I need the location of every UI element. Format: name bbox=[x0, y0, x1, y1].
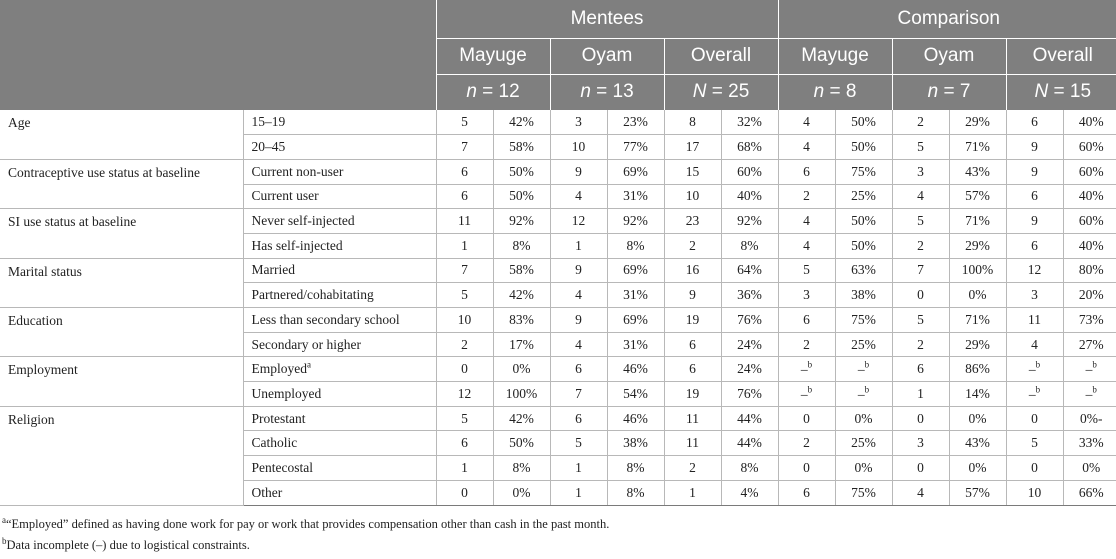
percent-cell: 38% bbox=[835, 283, 892, 308]
count-cell: 10 bbox=[550, 135, 607, 160]
percent-cell: 0% bbox=[949, 283, 1006, 308]
count-cell: 5 bbox=[1006, 431, 1063, 456]
count-cell: 0 bbox=[778, 406, 835, 431]
percent-cell: 75% bbox=[835, 159, 892, 184]
percent-cell: 31% bbox=[607, 184, 664, 209]
percent-cell: 44% bbox=[721, 431, 778, 456]
percent-cell: 29% bbox=[949, 233, 1006, 258]
count-cell: 6 bbox=[1006, 184, 1063, 209]
count-cell: _$^b$ bbox=[1006, 357, 1063, 382]
percent-cell: 40% bbox=[1063, 110, 1116, 135]
category-label: Employment bbox=[0, 357, 243, 406]
count-cell: 2 bbox=[892, 233, 949, 258]
percent-cell: 42% bbox=[493, 110, 550, 135]
count-cell: 4 bbox=[778, 135, 835, 160]
percent-cell: 66% bbox=[1063, 480, 1116, 505]
count-cell: 19 bbox=[664, 382, 721, 407]
count-cell: 0 bbox=[1006, 406, 1063, 431]
percent-cell: 23% bbox=[607, 110, 664, 135]
subcategory-label: Current user bbox=[243, 184, 436, 209]
count-cell: 4 bbox=[892, 184, 949, 209]
count-cell: 4 bbox=[550, 184, 607, 209]
subcategory-label: Employed$^a$ bbox=[243, 357, 436, 382]
category-label: Marital status bbox=[0, 258, 243, 307]
count-cell: 9 bbox=[1006, 209, 1063, 234]
percent-cell: 77% bbox=[607, 135, 664, 160]
subcategory-label: Protestant bbox=[243, 406, 436, 431]
percent-cell: 64% bbox=[721, 258, 778, 283]
percent-cell: 0% bbox=[835, 456, 892, 481]
count-cell: 6 bbox=[436, 159, 493, 184]
count-cell: 0 bbox=[892, 456, 949, 481]
subcategory-label: Other bbox=[243, 480, 436, 505]
percent-cell: 76% bbox=[721, 308, 778, 333]
percent-cell: 50% bbox=[835, 135, 892, 160]
count-cell: 1 bbox=[550, 233, 607, 258]
percent-cell: 46% bbox=[607, 357, 664, 382]
count-cell: 1 bbox=[550, 480, 607, 505]
percent-cell: 20% bbox=[1063, 283, 1116, 308]
table-row bbox=[0, 258, 1116, 283]
percent-cell: 54% bbox=[607, 382, 664, 407]
subcategory-label: Secondary or higher bbox=[243, 332, 436, 357]
percent-cell: 92% bbox=[493, 209, 550, 234]
percent-cell: 50% bbox=[493, 431, 550, 456]
percent-cell: 46% bbox=[607, 406, 664, 431]
count-cell: 5 bbox=[436, 406, 493, 431]
percent-cell: 27% bbox=[1063, 332, 1116, 357]
count-cell: 16 bbox=[664, 258, 721, 283]
count-cell: 2 bbox=[436, 332, 493, 357]
sample-size-header: n = 7 bbox=[892, 74, 1006, 110]
count-cell: _$^b$ bbox=[1006, 382, 1063, 407]
percent-cell: 69% bbox=[607, 258, 664, 283]
percent-cell: 14% bbox=[949, 382, 1006, 407]
count-cell: 5 bbox=[892, 135, 949, 160]
percent-cell: 71% bbox=[949, 135, 1006, 160]
count-cell: 5 bbox=[892, 308, 949, 333]
percent-cell: 43% bbox=[949, 431, 1006, 456]
count-cell: 2 bbox=[778, 332, 835, 357]
subcategory-label: 20–45 bbox=[243, 135, 436, 160]
count-cell: 5 bbox=[550, 431, 607, 456]
count-cell: 6 bbox=[550, 406, 607, 431]
count-cell: 5 bbox=[778, 258, 835, 283]
count-cell: 3 bbox=[1006, 283, 1063, 308]
percent-cell: 29% bbox=[949, 110, 1006, 135]
percent-cell: 42% bbox=[493, 283, 550, 308]
percent-cell: 0% bbox=[493, 357, 550, 382]
percent-cell: 63% bbox=[835, 258, 892, 283]
percent-cell: 83% bbox=[493, 308, 550, 333]
count-cell: 0 bbox=[436, 357, 493, 382]
percent-cell: 29% bbox=[949, 332, 1006, 357]
count-cell: 9 bbox=[550, 308, 607, 333]
count-cell: 6 bbox=[1006, 233, 1063, 258]
percent-cell: 32% bbox=[721, 110, 778, 135]
count-cell: 7 bbox=[892, 258, 949, 283]
percent-cell: 92% bbox=[607, 209, 664, 234]
count-cell: 4 bbox=[778, 110, 835, 135]
table-row bbox=[0, 209, 1116, 234]
percent-cell: 58% bbox=[493, 258, 550, 283]
percent-cell: 8% bbox=[493, 456, 550, 481]
count-cell: 10 bbox=[436, 308, 493, 333]
count-cell: 10 bbox=[1006, 480, 1063, 505]
percent-cell: 8% bbox=[493, 233, 550, 258]
percent-cell: 100% bbox=[493, 382, 550, 407]
percent-cell: 73% bbox=[1063, 308, 1116, 333]
sample-size-header: n = 12 bbox=[436, 74, 550, 110]
percent-cell: 40% bbox=[1063, 233, 1116, 258]
table-row bbox=[0, 110, 1116, 135]
percent-cell: 76% bbox=[721, 382, 778, 407]
subcategory-label: Unemployed bbox=[243, 382, 436, 407]
count-cell: 5 bbox=[892, 209, 949, 234]
category-label: Religion bbox=[0, 406, 243, 505]
percent-cell: 50% bbox=[493, 159, 550, 184]
percent-cell: 50% bbox=[835, 233, 892, 258]
count-cell: 12 bbox=[550, 209, 607, 234]
count-cell: 0 bbox=[778, 456, 835, 481]
percent-cell: 58% bbox=[493, 135, 550, 160]
count-cell: 0 bbox=[436, 480, 493, 505]
percent-cell: 68% bbox=[721, 135, 778, 160]
count-cell: 2 bbox=[778, 184, 835, 209]
percent-cell: 60% bbox=[721, 159, 778, 184]
subcategory-label: Less than secondary school bbox=[243, 308, 436, 333]
count-cell: 6 bbox=[778, 480, 835, 505]
count-cell: 3 bbox=[778, 283, 835, 308]
category-label: Education bbox=[0, 308, 243, 357]
count-cell: 6 bbox=[550, 357, 607, 382]
percent-cell: 44% bbox=[721, 406, 778, 431]
count-cell: 0 bbox=[892, 283, 949, 308]
table-row bbox=[0, 357, 1116, 382]
count-cell: 11 bbox=[664, 406, 721, 431]
count-cell: 6 bbox=[436, 184, 493, 209]
percent-cell: 40% bbox=[721, 184, 778, 209]
percent-cell: 25% bbox=[835, 431, 892, 456]
group-header-mentees: Mentees bbox=[436, 0, 778, 38]
count-cell: 4 bbox=[778, 209, 835, 234]
percent-cell: 24% bbox=[721, 332, 778, 357]
percent-cell: 57% bbox=[949, 184, 1006, 209]
percent-cell: 0% bbox=[949, 456, 1006, 481]
percent-cell: 50% bbox=[835, 110, 892, 135]
subcategory-label: Married bbox=[243, 258, 436, 283]
percent-cell: 8% bbox=[607, 480, 664, 505]
percent-cell: 24% bbox=[721, 357, 778, 382]
percent-cell: 60% bbox=[1063, 209, 1116, 234]
count-cell: 10 bbox=[664, 184, 721, 209]
percent-cell: 40% bbox=[1063, 184, 1116, 209]
percent-cell: 80% bbox=[1063, 258, 1116, 283]
percent-cell: _$^b$ bbox=[1063, 357, 1116, 382]
count-cell: 2 bbox=[664, 233, 721, 258]
count-cell: 9 bbox=[550, 159, 607, 184]
count-cell: 6 bbox=[1006, 110, 1063, 135]
sample-size-header: n = 13 bbox=[550, 74, 664, 110]
count-cell: 6 bbox=[664, 332, 721, 357]
percent-cell: 71% bbox=[949, 209, 1006, 234]
count-cell: 1 bbox=[664, 480, 721, 505]
count-cell: 5 bbox=[436, 283, 493, 308]
percent-cell: 36% bbox=[721, 283, 778, 308]
percent-cell: 57% bbox=[949, 480, 1006, 505]
count-cell: 17 bbox=[664, 135, 721, 160]
count-cell: 3 bbox=[892, 431, 949, 456]
percent-cell: 0%- bbox=[1063, 406, 1116, 431]
count-cell: 0 bbox=[1006, 456, 1063, 481]
percent-cell: 60% bbox=[1063, 135, 1116, 160]
percent-cell: 25% bbox=[835, 332, 892, 357]
count-cell: 1 bbox=[550, 456, 607, 481]
site-header: Oyam bbox=[892, 38, 1006, 74]
table-row bbox=[0, 308, 1116, 333]
percent-cell: 100% bbox=[949, 258, 1006, 283]
percent-cell: 92% bbox=[721, 209, 778, 234]
subcategory-label: Has self-injected bbox=[243, 233, 436, 258]
count-cell: 1 bbox=[436, 233, 493, 258]
count-cell: 6 bbox=[664, 357, 721, 382]
count-cell: 9 bbox=[664, 283, 721, 308]
count-cell: 19 bbox=[664, 308, 721, 333]
percent-cell: 0% bbox=[493, 480, 550, 505]
percent-cell: 31% bbox=[607, 332, 664, 357]
count-cell: 2 bbox=[778, 431, 835, 456]
percent-cell: 8% bbox=[721, 456, 778, 481]
category-label: Age bbox=[0, 110, 243, 159]
count-cell: 5 bbox=[436, 110, 493, 135]
count-cell: 9 bbox=[1006, 159, 1063, 184]
count-cell: 6 bbox=[436, 431, 493, 456]
subcategory-label: 15–19 bbox=[243, 110, 436, 135]
percent-cell: 71% bbox=[949, 308, 1006, 333]
count-cell: 2 bbox=[892, 332, 949, 357]
count-cell: 4 bbox=[778, 233, 835, 258]
count-cell: 3 bbox=[550, 110, 607, 135]
header-blank-cell bbox=[0, 0, 436, 110]
percent-cell: 86% bbox=[949, 357, 1006, 382]
table-row bbox=[0, 159, 1116, 184]
subcategory-label: Current non-user bbox=[243, 159, 436, 184]
count-cell: 11 bbox=[1006, 308, 1063, 333]
percent-cell: 8% bbox=[607, 456, 664, 481]
subcategory-label: Never self-injected bbox=[243, 209, 436, 234]
count-cell: 12 bbox=[436, 382, 493, 407]
count-cell: 7 bbox=[436, 258, 493, 283]
percent-cell: 0% bbox=[835, 406, 892, 431]
percent-cell: 8% bbox=[721, 233, 778, 258]
category-label: SI use status at baseline bbox=[0, 209, 243, 258]
percent-cell: 38% bbox=[607, 431, 664, 456]
count-cell: 4 bbox=[1006, 332, 1063, 357]
footnote-a: $^a$“Employed” defined as having done work for pay or work that provides compensation other than cash in the past month. bbox=[2, 514, 610, 531]
percent-cell: 75% bbox=[835, 480, 892, 505]
percent-cell: 69% bbox=[607, 308, 664, 333]
count-cell: 1 bbox=[892, 382, 949, 407]
count-cell: 12 bbox=[1006, 258, 1063, 283]
count-cell: 1 bbox=[436, 456, 493, 481]
count-cell: 15 bbox=[664, 159, 721, 184]
percent-cell: 33% bbox=[1063, 431, 1116, 456]
percent-cell: 17% bbox=[493, 332, 550, 357]
count-cell: 7 bbox=[436, 135, 493, 160]
count-cell: 6 bbox=[778, 308, 835, 333]
site-header: Overall bbox=[664, 38, 778, 74]
subcategory-label: Partnered/cohabitating bbox=[243, 283, 436, 308]
count-cell: 9 bbox=[1006, 135, 1063, 160]
count-cell: 7 bbox=[550, 382, 607, 407]
category-label: Contraceptive use status at baseline bbox=[0, 159, 243, 208]
footnote-b: $^b$Data incomplete (–) due to logistical constraints. bbox=[2, 535, 250, 552]
count-cell: 3 bbox=[892, 159, 949, 184]
site-header: Mayuge bbox=[436, 38, 550, 74]
count-cell: 4 bbox=[892, 480, 949, 505]
table-row bbox=[0, 406, 1116, 431]
count-cell: 8 bbox=[664, 110, 721, 135]
count-cell: 6 bbox=[778, 159, 835, 184]
subcategory-label: Catholic bbox=[243, 431, 436, 456]
count-cell: 6 bbox=[892, 357, 949, 382]
percent-cell: 42% bbox=[493, 406, 550, 431]
site-header: Overall bbox=[1006, 38, 1116, 74]
count-cell: 2 bbox=[892, 110, 949, 135]
count-cell: 2 bbox=[664, 456, 721, 481]
count-cell: 9 bbox=[550, 258, 607, 283]
percent-cell: 50% bbox=[493, 184, 550, 209]
percent-cell: 50% bbox=[835, 209, 892, 234]
percent-cell: 25% bbox=[835, 184, 892, 209]
percent-cell: 69% bbox=[607, 159, 664, 184]
group-header-comparison: Comparison bbox=[778, 0, 1116, 38]
percent-cell: 8% bbox=[607, 233, 664, 258]
percent-cell: 4% bbox=[721, 480, 778, 505]
percent-cell: _$^b$ bbox=[835, 357, 892, 382]
count-cell: 11 bbox=[664, 431, 721, 456]
percent-cell: 0% bbox=[949, 406, 1006, 431]
count-cell: 0 bbox=[892, 406, 949, 431]
count-cell: 23 bbox=[664, 209, 721, 234]
sample-size-header: N = 15 bbox=[1006, 74, 1116, 110]
count-cell: _$^b$ bbox=[778, 357, 835, 382]
count-cell: 4 bbox=[550, 332, 607, 357]
percent-cell: 43% bbox=[949, 159, 1006, 184]
percent-cell: _$^b$ bbox=[835, 382, 892, 407]
count-cell: _$^b$ bbox=[778, 382, 835, 407]
count-cell: 4 bbox=[550, 283, 607, 308]
percent-cell: 60% bbox=[1063, 159, 1116, 184]
percent-cell: _$^b$ bbox=[1063, 382, 1116, 407]
site-header: Oyam bbox=[550, 38, 664, 74]
percent-cell: 0% bbox=[1063, 456, 1116, 481]
percent-cell: 75% bbox=[835, 308, 892, 333]
site-header: Mayuge bbox=[778, 38, 892, 74]
sample-size-header: n = 8 bbox=[778, 74, 892, 110]
sample-size-header: N = 25 bbox=[664, 74, 778, 110]
count-cell: 11 bbox=[436, 209, 493, 234]
subcategory-label: Pentecostal bbox=[243, 456, 436, 481]
percent-cell: 31% bbox=[607, 283, 664, 308]
